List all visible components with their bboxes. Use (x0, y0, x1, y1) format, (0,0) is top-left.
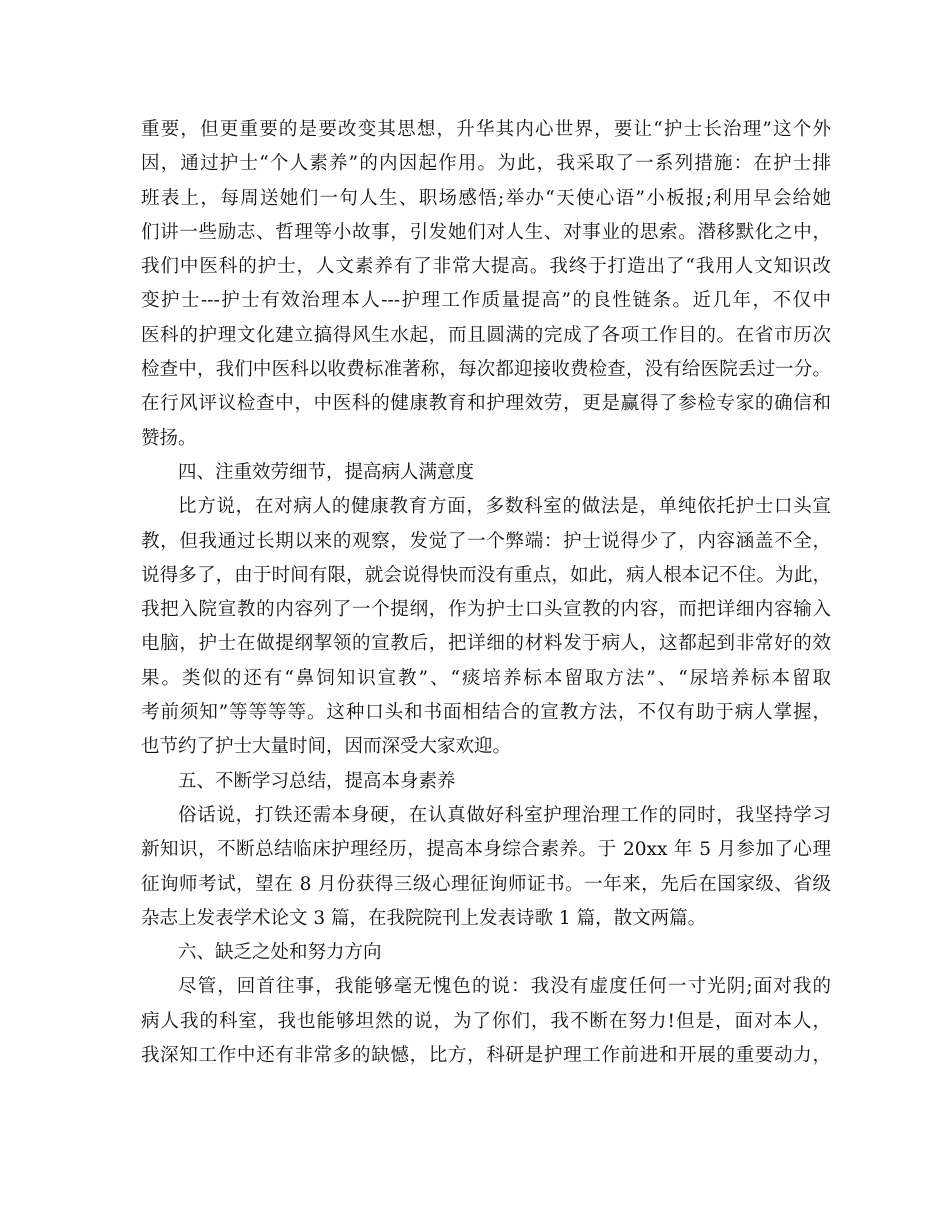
section-heading: 六、缺乏之处和努力方向 (178, 942, 382, 964)
text-line: 俗话说，打铁还需本身硬，在认真做好科室护理治理工作的同时，我坚持学习 (178, 804, 831, 826)
text-line: 考前须知”等等等等。这种口头和书面相结合的宣教方法，不仅有助于病人掌握， (141, 702, 831, 724)
text-line: 我深知工作中还有非常多的缺憾，比方，科研是护理工作前进和开展的重要动力， (141, 1045, 831, 1067)
text-line: 也节约了护士大量时间，因而深受大家欢迎。 (141, 736, 512, 758)
text-line: 在行风评议检查中，中医科的健康教育和护理效劳，更是赢得了参检专家的确信和 (141, 393, 831, 415)
text-line: 们讲一些励志、哲理等小故事，引发她们对人生、对事业的思索。潜移默化之中， (141, 221, 831, 243)
text-line: 重要，但更重要的是要改变其思想，升华其内心世界，要让“护士长治理”这个外 (141, 119, 831, 140)
text-line: 新知识，不断总结临床护理经历，提高本身综合素养。于 20xx 年 5 月参加了心理 (141, 839, 831, 861)
section-heading: 五、不断学习总结，提高本身素养 (178, 770, 456, 792)
text-line: 检查中，我们中医科以收费标准著称，每次都迎接收费检查，没有给医院丢过一分。 (141, 359, 831, 381)
text-line: 比方说，在对病人的健康教育方面，多数科室的做法是，单纯依托护士口头宣 (178, 496, 831, 518)
text-line: 班表上，每周送她们一句人生、职场感悟;举办“天使心语”小板报;利用早会给她 (141, 187, 831, 209)
text-line: 医科的护理文化建立搞得风生水起，而且圆满的完成了各项工作目的。在省市历次 (141, 324, 831, 346)
text-line: 电脑，护士在做提纲挈领的宣教后，把详细的材料发于病人，这都起到非常好的效 (141, 633, 831, 655)
text-line: 果。类似的还有“鼻饲知识宣教”、“痰培养标本留取方法”、“尿培养标本留取 (141, 667, 831, 689)
document-body (141, 113, 831, 1073)
text-line: 教，但我通过长期以来的观察，发觉了一个弊端：护士说得少了，内容涵盖不全， (141, 530, 831, 552)
text-line: 因，通过护士“个人素养”的内因起作用。为此，我采取了一系列措施：在护士排 (141, 153, 831, 175)
text-line: 我们中医科的护士，人文素养有了非常大提高。我终于打造出了“我用人文知识改 (141, 256, 831, 278)
text-line: 征询师考试，望在 8 月份获得三级心理征询师证书。一年来，先后在国家级、省级 (141, 873, 831, 895)
section-heading: 四、注重效劳细节，提高病人满意度 (178, 461, 475, 483)
text-line: 说得多了，由于时间有限，就会说得快而没有重点，如此，病人根本记不住。为此， (141, 564, 831, 586)
text-line: 我把入院宣教的内容列了一个提纲，作为护士口头宣教的内容，而把详细内容输入 (141, 599, 831, 621)
text-line: 赞扬。 (141, 427, 197, 449)
text-line: 变护士---护士有效治理本人---护理工作质量提高”的良性链条。近几年，不仅中 (141, 290, 831, 312)
text-line: 杂志上发表学术论文 3 篇，在我院院刊上发表诗歌 1 篇，散文两篇。 (141, 907, 707, 929)
text-line: 尽管，回首往事，我能够毫无愧色的说：我没有虚度任何一寸光阴;面对我的 (178, 976, 831, 998)
text-line: 病人我的科室，我也能够坦然的说，为了你们，我不断在努力!但是，面对本人， (141, 1010, 831, 1032)
